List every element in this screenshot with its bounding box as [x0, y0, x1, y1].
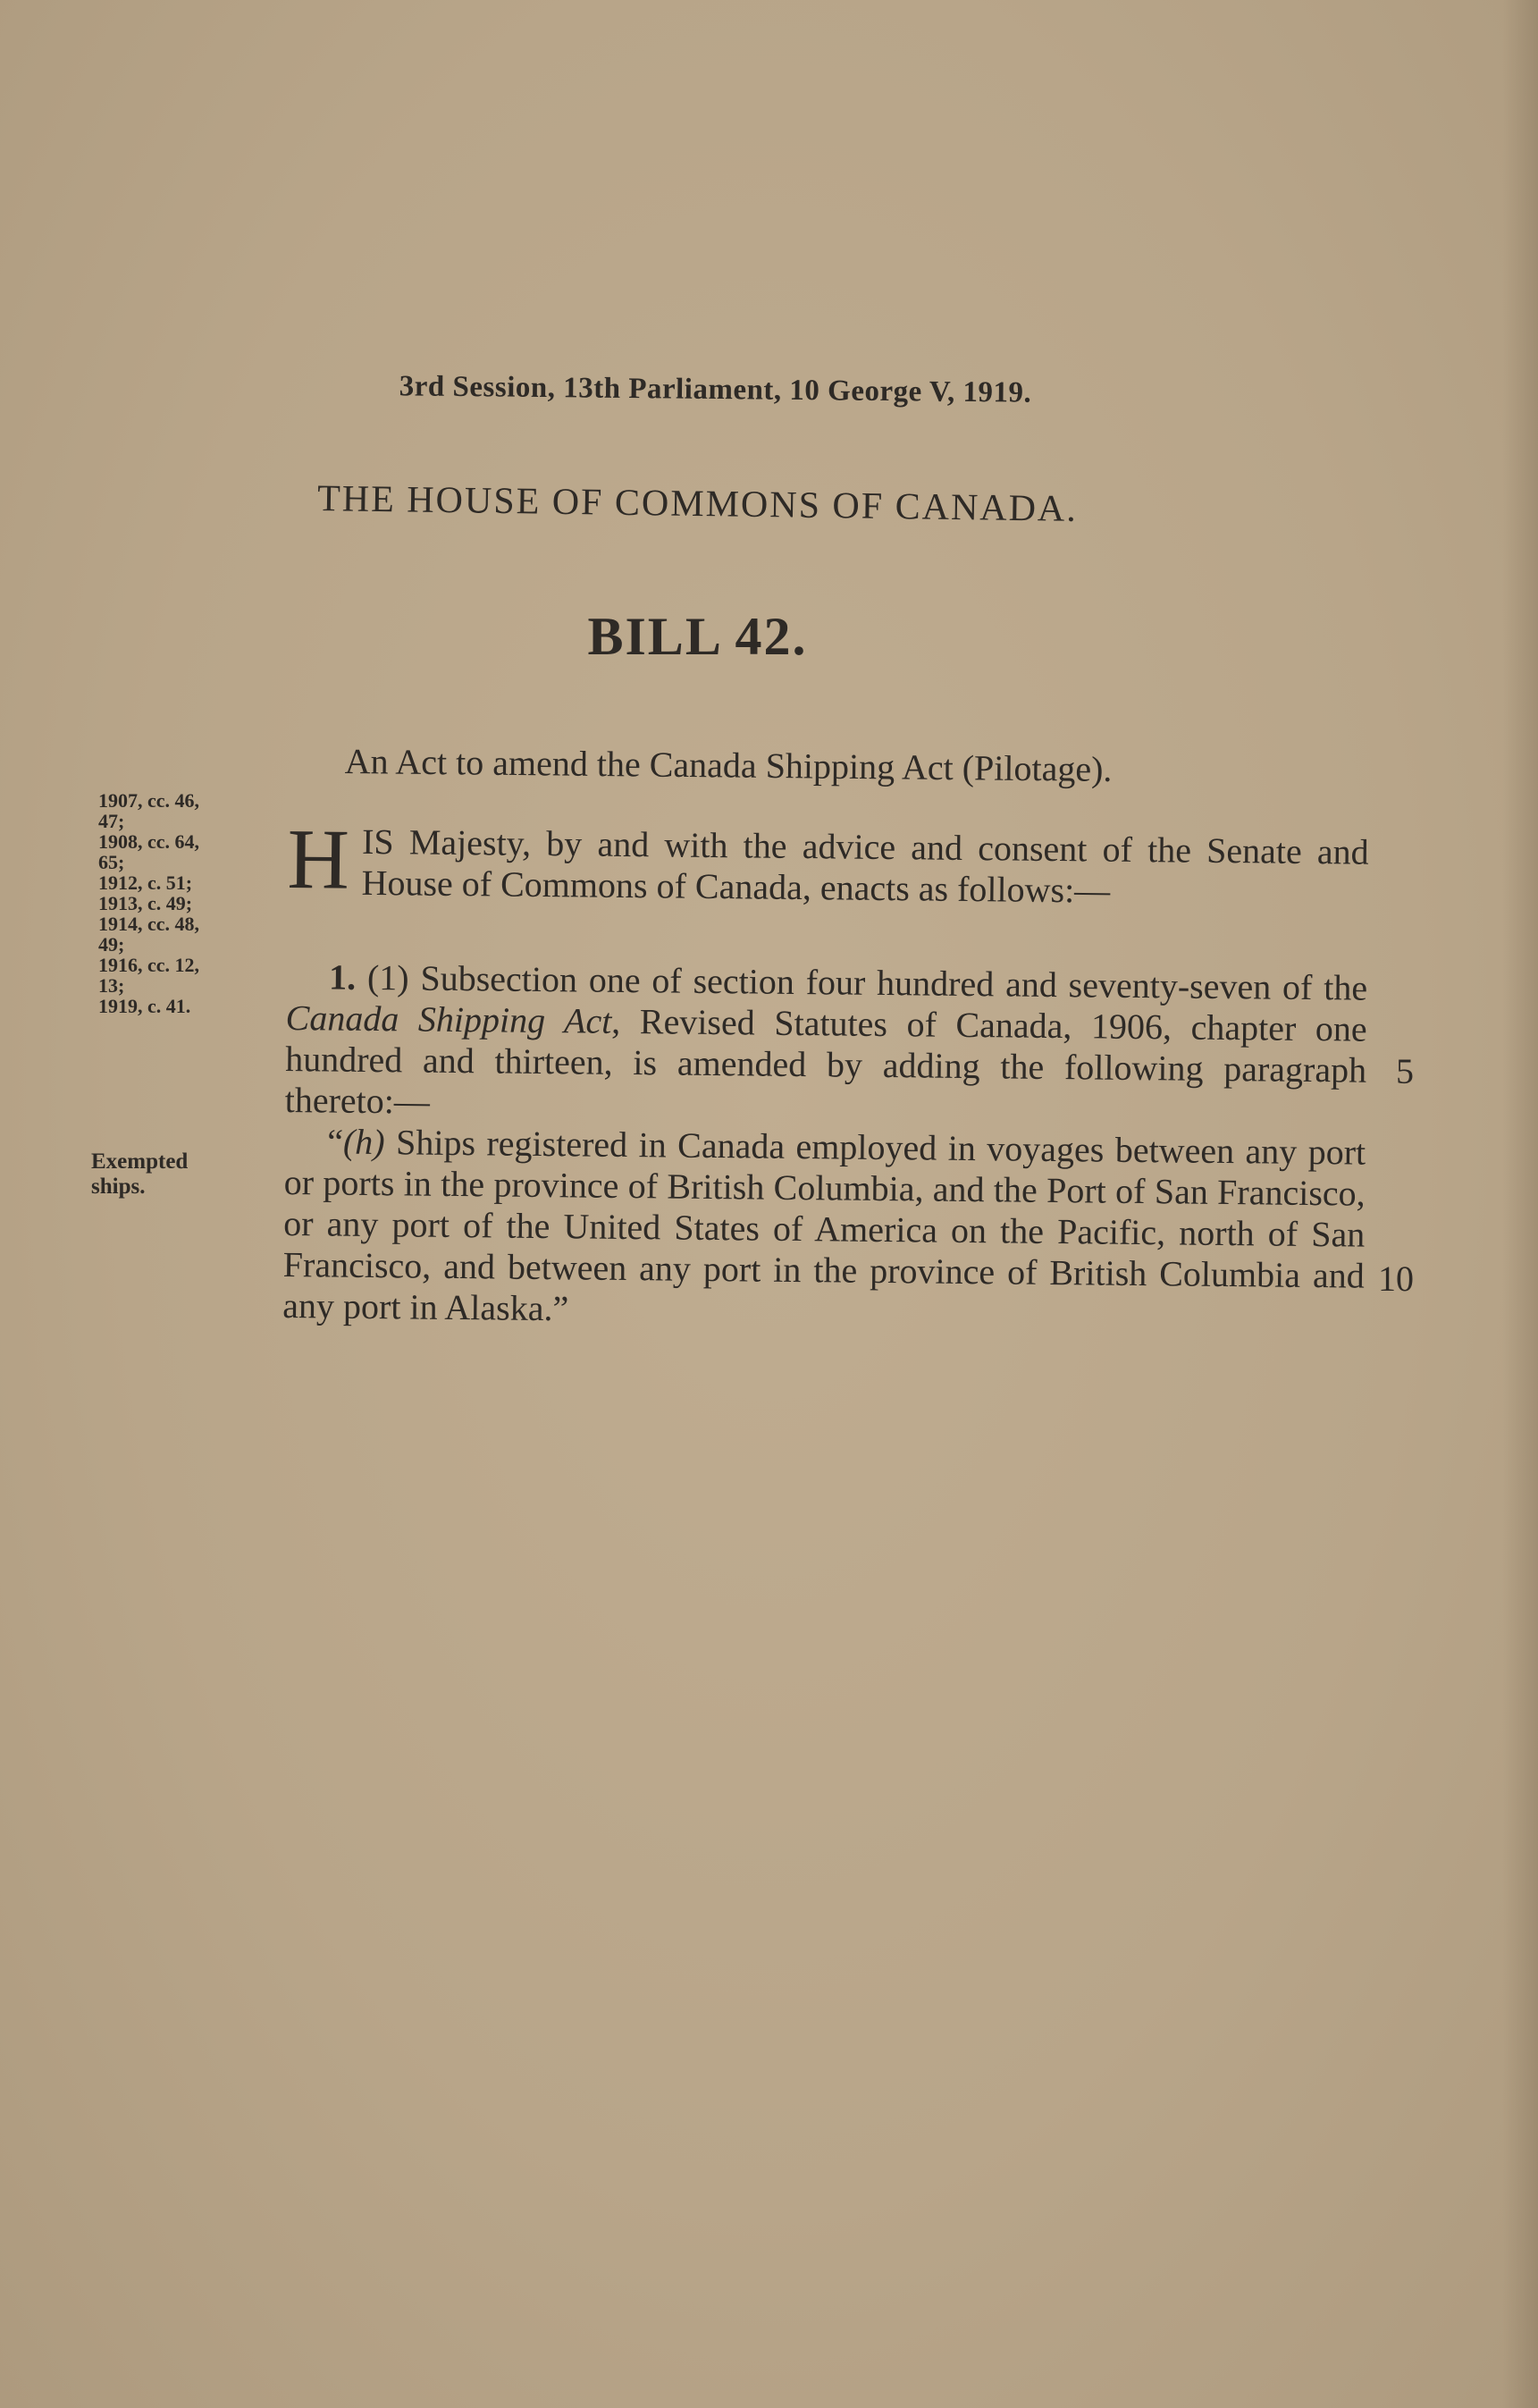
- margin-ref: 1912, c. 51;: [98, 871, 193, 894]
- drop-cap: H: [286, 811, 350, 907]
- section-1: [284, 956, 1367, 1132]
- line-number-10: 10: [1378, 1259, 1414, 1299]
- bill-body: [282, 811, 1369, 1338]
- marginal-references: [98, 790, 277, 1016]
- open-quote: “: [327, 1121, 344, 1162]
- margin-ref: 65;: [98, 851, 125, 873]
- line-number-5: 5: [1396, 1051, 1414, 1091]
- margin-note-line: ships.: [91, 1175, 146, 1199]
- margin-ref: 1907, cc. 46,: [98, 789, 200, 812]
- margin-ref: 1914, cc. 48,: [98, 913, 200, 935]
- margin-ref: 47;: [98, 810, 125, 832]
- act-title: An Act to amend the Canada Shipping Act (Pilotage).: [344, 740, 1113, 789]
- page-edge-shadow: [1502, 0, 1538, 2408]
- house-title: THE HOUSE OF COMMONS OF CANADA.: [316, 478, 1079, 530]
- paragraph-h: [282, 1121, 1366, 1338]
- margin-ref: 1916, cc. 12,: [98, 954, 200, 976]
- margin-ref: 49;: [98, 933, 125, 956]
- enacting-text: IS Majesty, by and with the advice and consent of the Senate and House of Commons of Canada, enacts as follows:—: [361, 821, 1369, 911]
- margin-ref: 1908, cc. 64,: [98, 830, 200, 853]
- section-number: 1.: [328, 956, 357, 998]
- paragraph-h-text: Ships registered in Canada employed in voyages between any port or ports in the province of British Columbia, and the Port of San Francisco, or any port of the United States of America on the Pacific, north of San Francisco, and between any port in the province of British Columbia and any port in Alaska.”: [282, 1122, 1366, 1329]
- margin-ref: 1913, c. 49;: [98, 892, 193, 914]
- section-text-part2: , Revised Statutes of Canada, 1906, chapter one hundred and thirteen, is amended by adding the following paragraph thereto:—: [284, 1000, 1367, 1122]
- margin-note-line: Exempted: [91, 1149, 189, 1174]
- act-name-italic: Canada Shipping Act: [285, 997, 612, 1041]
- margin-ref: 1919, c. 41.: [98, 995, 191, 1017]
- margin-ref: 13;: [98, 974, 125, 997]
- bill-number: BILL 42.: [587, 607, 808, 666]
- section-text-part1: (1) Subsection one of section four hundred and seventy-seven of the: [355, 956, 1368, 1008]
- marginal-note-exempted-ships: [91, 1149, 234, 1200]
- enacting-clause: [286, 811, 1369, 914]
- paragraph-label: (h): [342, 1121, 385, 1163]
- session-line: 3rd Session, 13th Parliament, 10 George V, 1919.: [399, 370, 1032, 409]
